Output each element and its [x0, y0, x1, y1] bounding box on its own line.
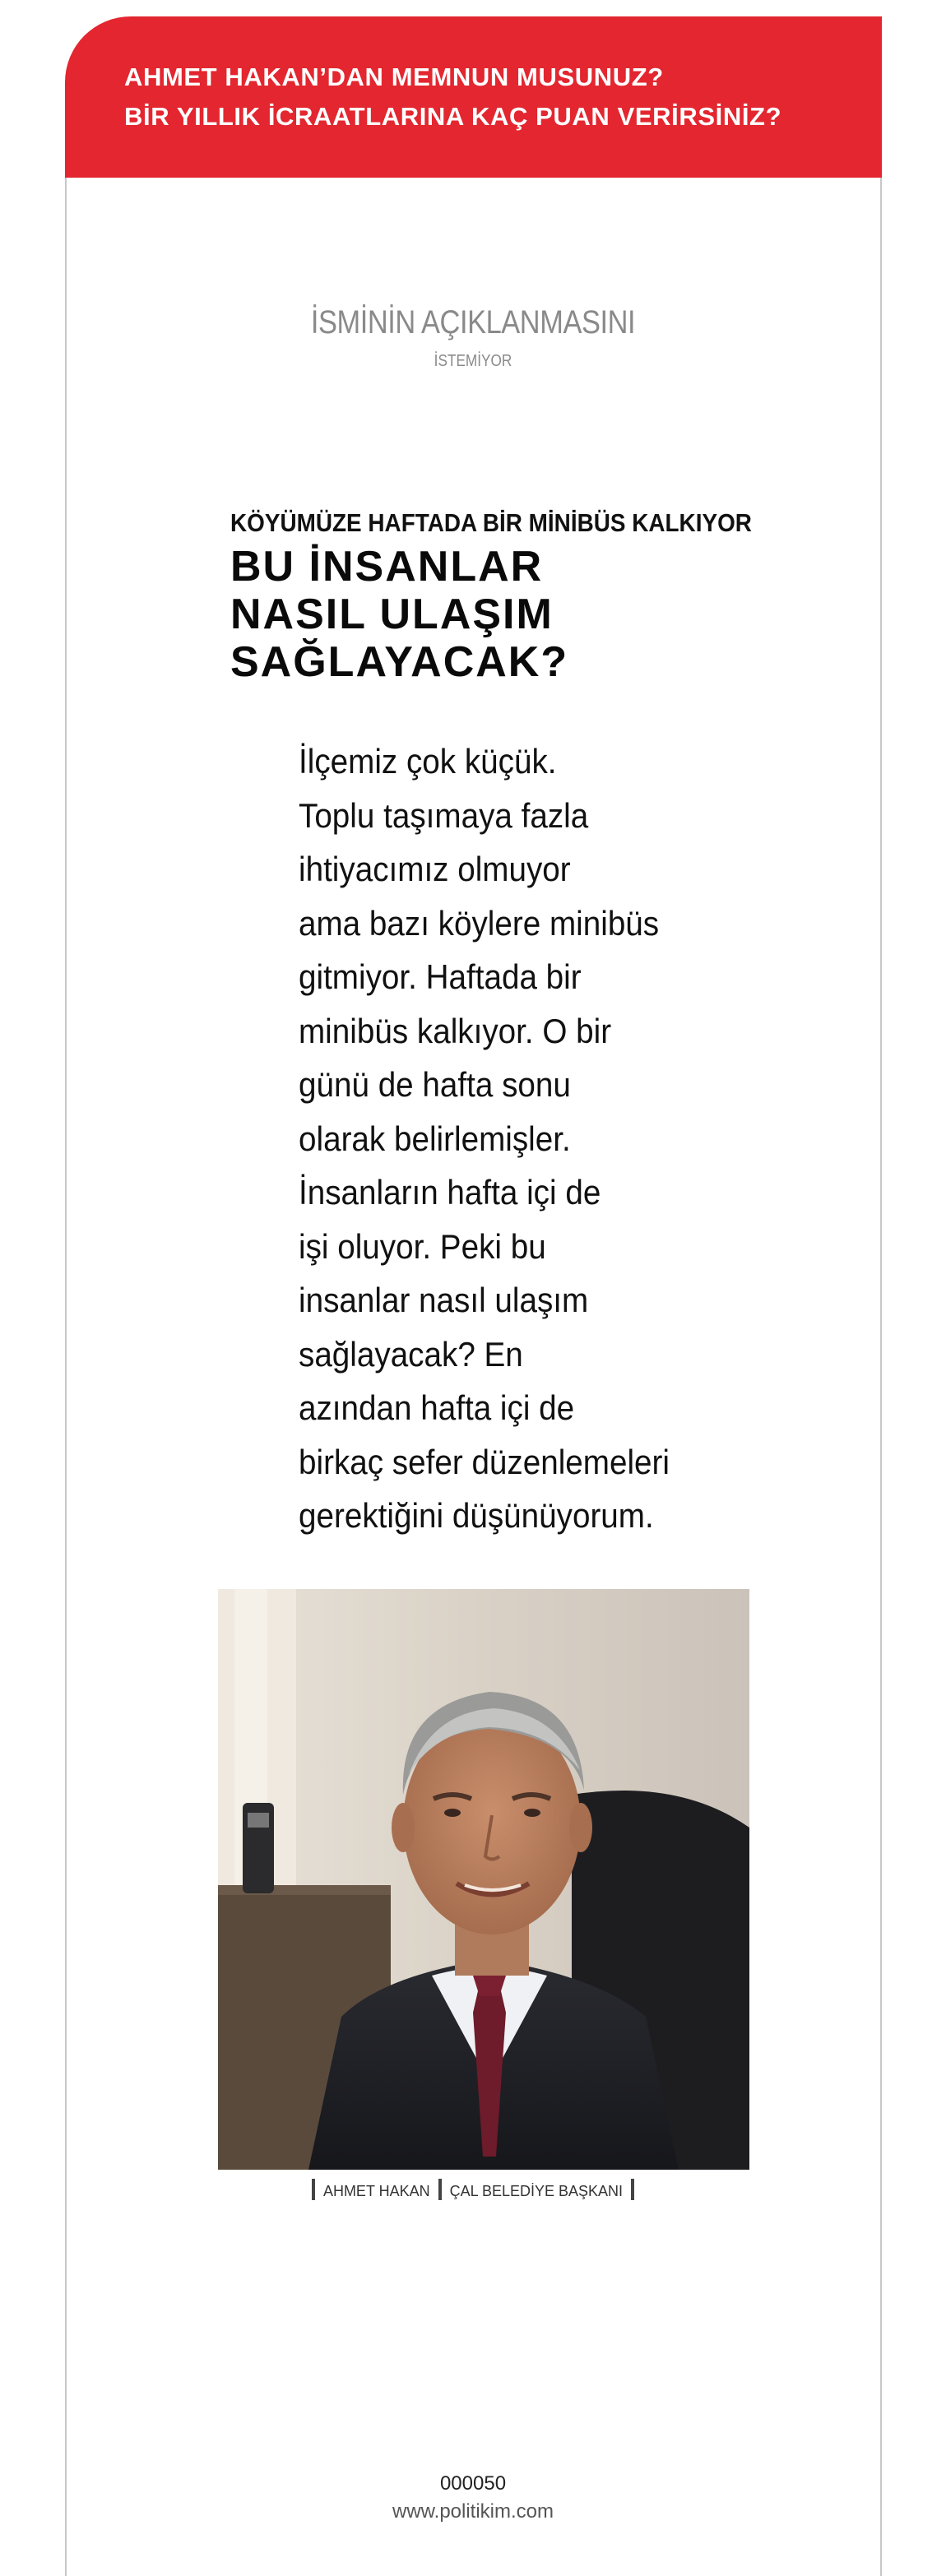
caption-divider: [438, 2179, 442, 2200]
body-line: olarak belirlemişler.: [299, 1119, 571, 1158]
page-border-left: [65, 173, 67, 2576]
body-line: insanlar nasıl ulaşım: [299, 1281, 589, 1319]
footer-url: www.politikim.com: [392, 2500, 554, 2523]
caption-title: ÇAL BELEDİYE BAŞKANI: [449, 2182, 624, 2199]
respondent-name-line2: İSTEMİYOR: [434, 352, 512, 370]
body-line: ama bazı köylere minibüs: [299, 903, 660, 943]
body-line: minibüs kalkıyor. O bir: [299, 1011, 612, 1050]
caption-name: AHMET HAKAN: [322, 2182, 430, 2199]
body-line: Toplu taşımaya fazla: [299, 795, 589, 835]
body-line: işi oluyor. Peki bu: [299, 1226, 546, 1266]
body-line: sağlayacak? En: [299, 1334, 523, 1374]
caption-divider: [312, 2179, 315, 2200]
body-line: gitmiyor. Haftada bir: [299, 957, 582, 996]
caption-divider: [631, 2179, 634, 2200]
photo-caption: [0, 2181, 946, 2203]
body-line: günü de hafta sonu: [299, 1065, 571, 1104]
headline-line: SAĞLAYACAK?: [230, 638, 569, 686]
body-line: İlçemiz çok küçük.: [299, 742, 557, 781]
headline-line: BU İNSANLAR: [230, 543, 544, 591]
page-number: 000050: [439, 2472, 507, 2495]
article-headline: [230, 543, 724, 686]
body-line: gerektiğini düşünüyorum.: [299, 1496, 654, 1535]
respondent-name-line1: İSMİNİN AÇIKLANMASINI: [310, 304, 636, 341]
headline-line: NASIL ULAŞIM: [230, 591, 554, 638]
banner-question-2: BİR YILLIK İCRAATLARINA KAÇ PUAN VERİRSİNİZ?: [124, 102, 782, 131]
portrait-photo: [218, 1589, 749, 2170]
body-line: İnsanların hafta içi de: [299, 1173, 601, 1212]
header-banner: [65, 16, 882, 178]
body-line: azından hafta içi de: [299, 1388, 575, 1427]
banner-question-1: AHMET HAKAN’DAN MEMNUN MUSUNUZ?: [124, 63, 664, 91]
body-line: birkaç sefer düzenlemeleri: [299, 1442, 670, 1481]
article-body: [299, 734, 692, 1543]
body-line: ihtiyacımız olmuyor: [299, 850, 571, 888]
article-kicker: KÖYÜMÜZE HAFTADA BİR MİNİBÜS KALKIYOR: [230, 508, 752, 537]
